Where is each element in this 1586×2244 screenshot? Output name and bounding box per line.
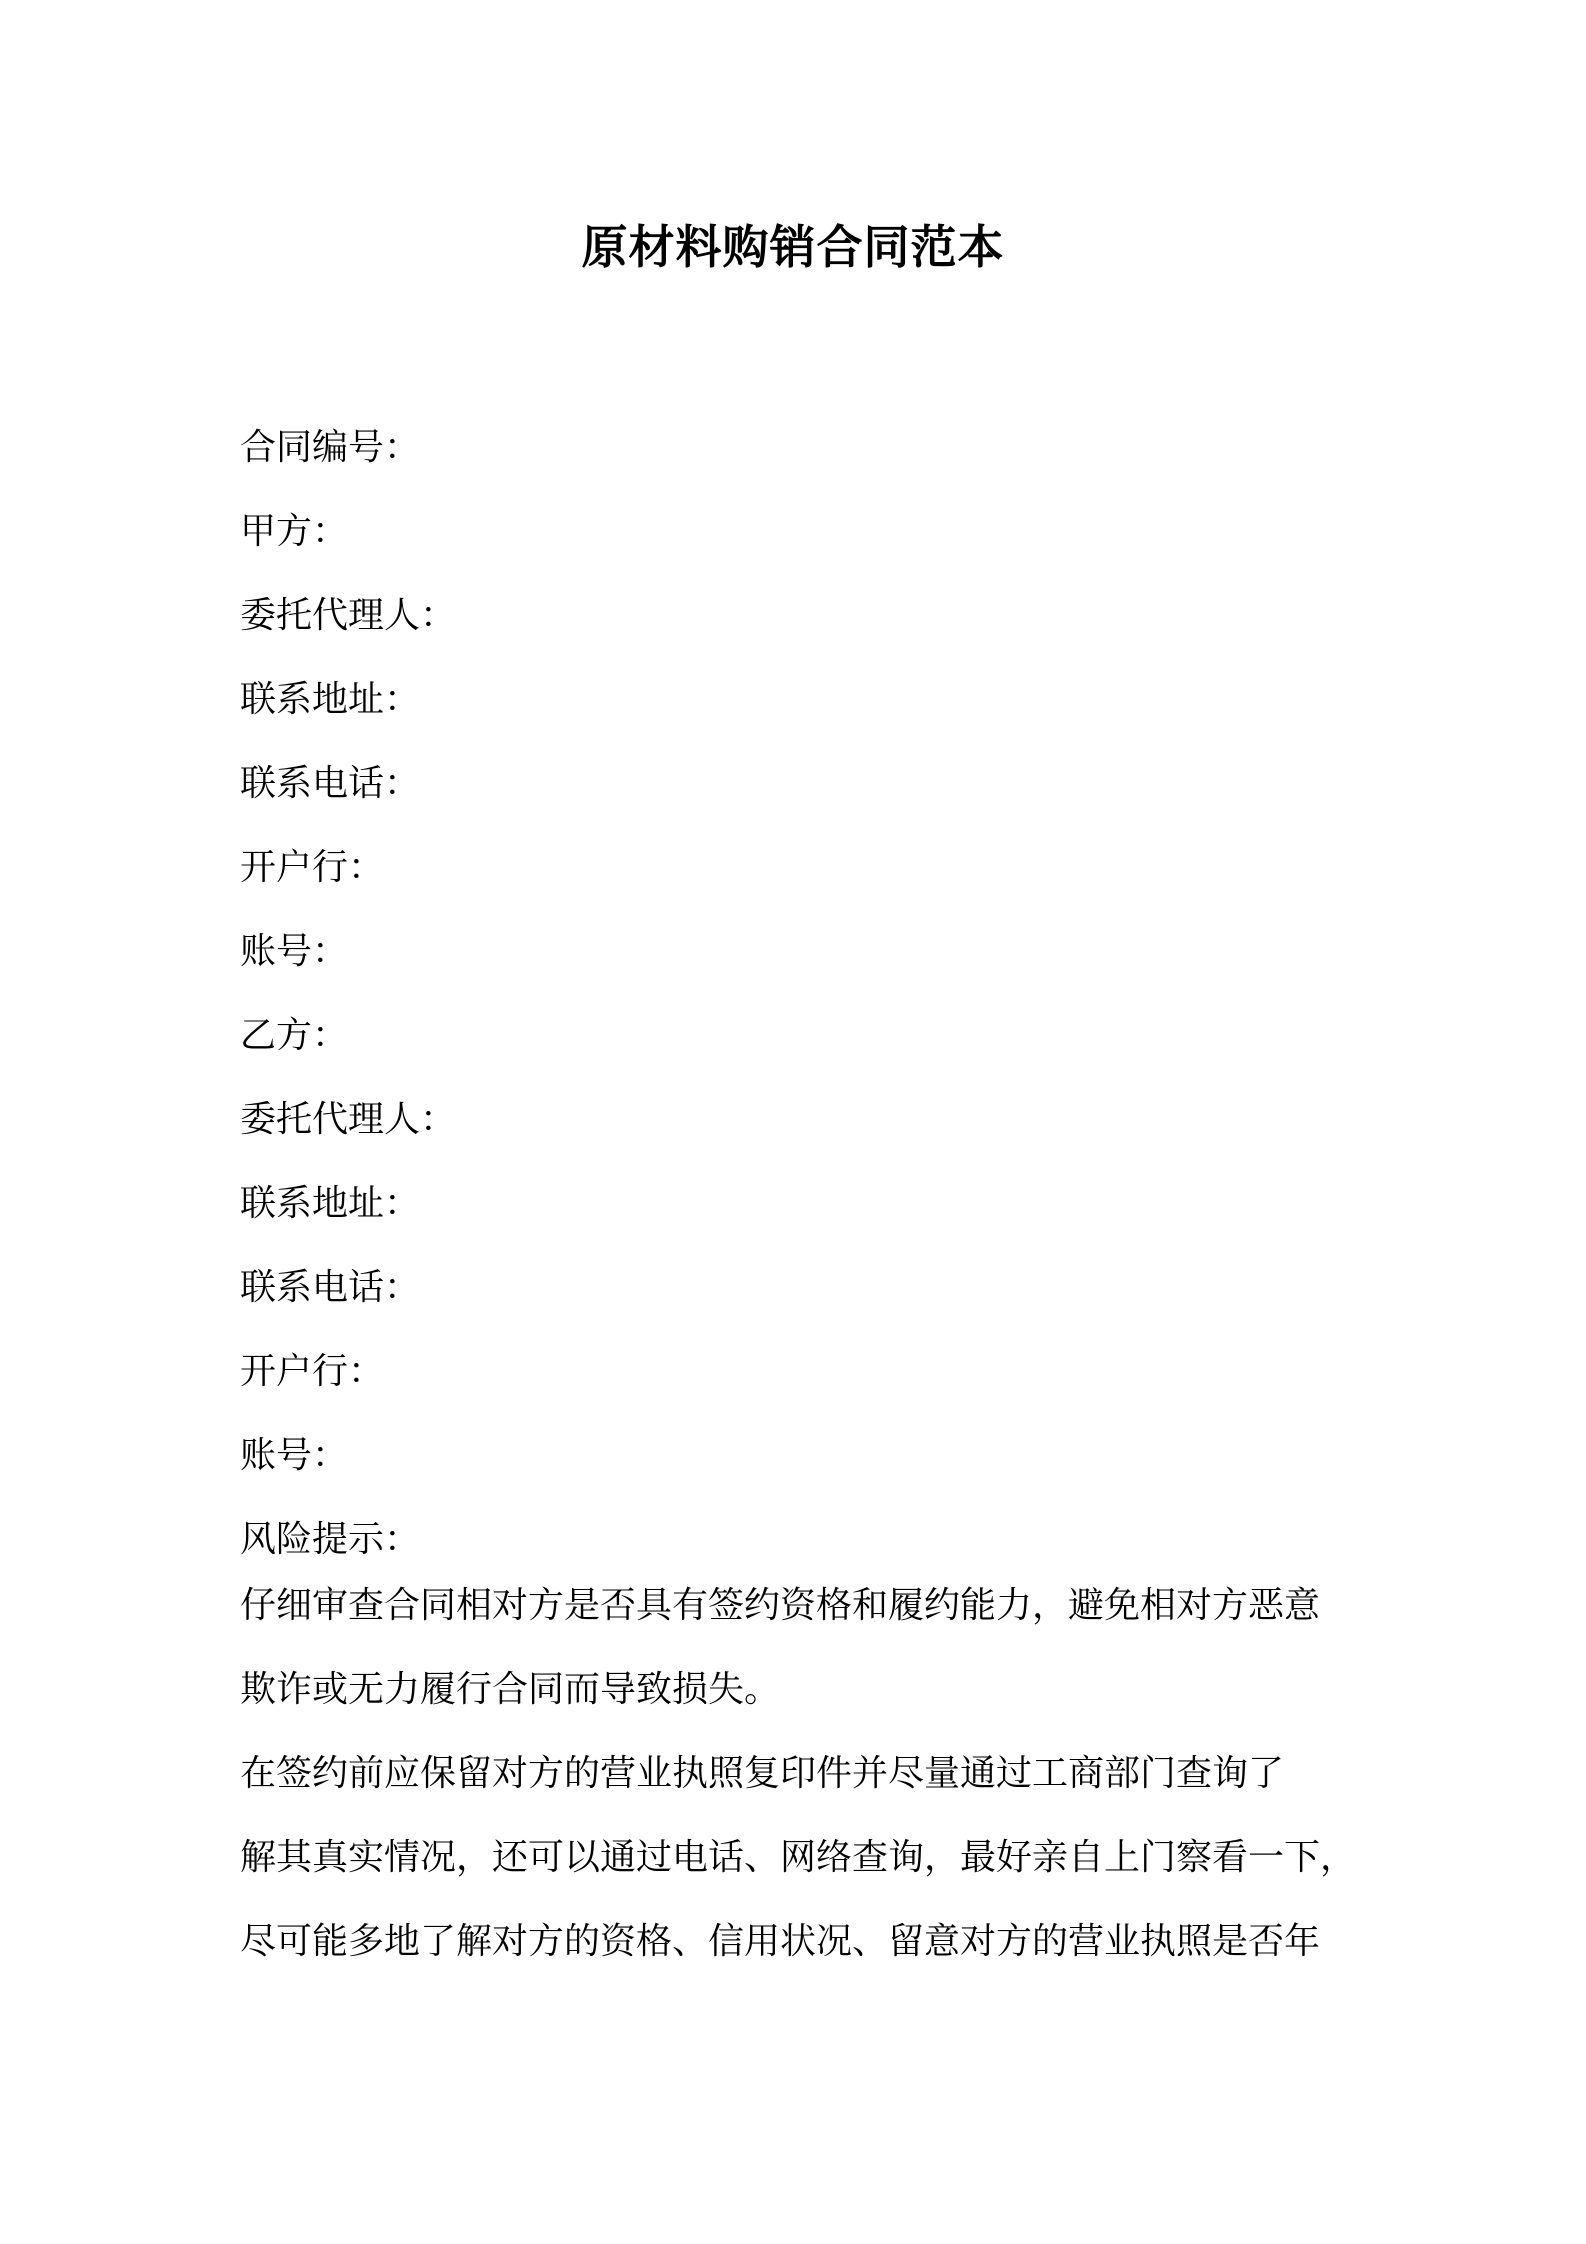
risk-warning-body [240, 1564, 1360, 1984]
field-party-a-account: 账号： [240, 931, 349, 972]
paragraph-line: 解其真实情况，还可以通过电话、网络查询，最好亲自上门察看一下， [240, 1837, 1357, 1878]
field-party-b-bank: 开户行： [240, 1351, 385, 1392]
paragraph-line: 尽可能多地了解对方的资格、信用状况、留意对方的营业执照是否年 [240, 1921, 1321, 1962]
risk-warning-heading: 风险提示： [240, 1519, 421, 1560]
paragraph-line: 欺诈或无力履行合同而导致损失。 [240, 1669, 781, 1710]
field-party-b-agent: 委托代理人： [240, 1099, 457, 1140]
field-party-b-account: 账号： [240, 1435, 349, 1476]
field-party-b-address: 联系地址： [240, 1183, 421, 1224]
field-party-a-agent: 委托代理人： [240, 595, 457, 636]
risk-paragraph-1 [240, 1564, 1360, 1732]
field-party-a-bank: 开户行： [240, 847, 385, 888]
field-party-b: 乙方： [240, 1015, 349, 1056]
field-party-a-address: 联系地址： [240, 679, 421, 720]
field-party-a: 甲方： [240, 511, 349, 552]
field-party-b-phone: 联系电话： [240, 1267, 421, 1308]
field-party-a-phone: 联系电话： [240, 763, 421, 804]
field-contract-number: 合同编号： [240, 427, 421, 468]
document-title: 原材料购销合同范本 [581, 220, 1005, 274]
paragraph-line: 仔细审查合同相对方是否具有签约资格和履约能力，避免相对方恶意 [240, 1585, 1321, 1626]
party-info-fields [240, 406, 456, 1582]
risk-paragraph-2 [240, 1732, 1360, 1984]
paragraph-line: 在签约前应保留对方的营业执照复印件并尽量通过工商部门查询了 [240, 1753, 1285, 1794]
